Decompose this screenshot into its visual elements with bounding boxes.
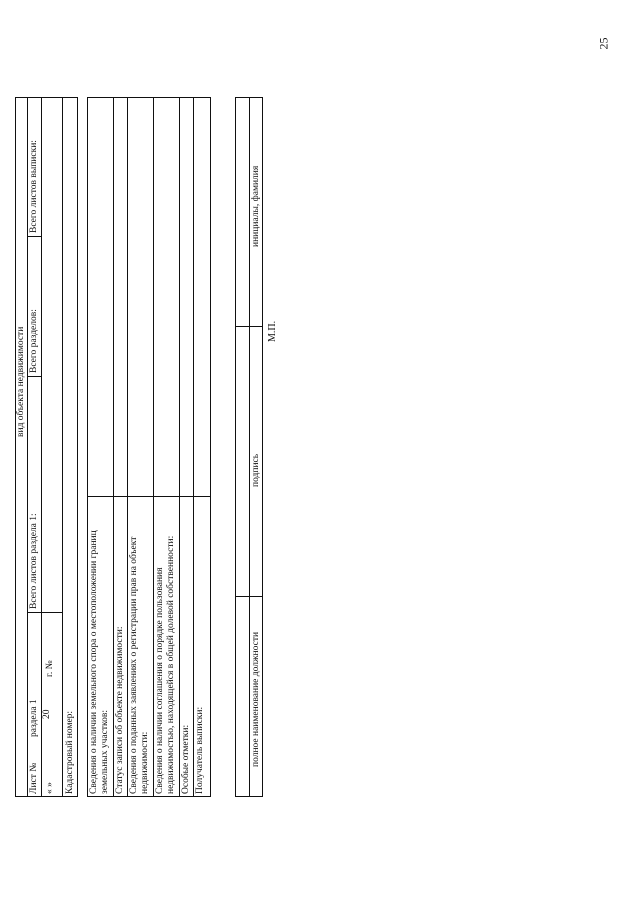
position-caption: полное наименование должности [251, 631, 261, 767]
year-suffix: г. № [45, 660, 55, 677]
land-dispute-row: Сведения о наличии земельного спора о местоположении границ земельных участков: [89, 530, 110, 794]
total-sheets-section1: Всего листов раздела 1: [29, 513, 39, 609]
recipient-row: Получатель выписки: [195, 706, 205, 794]
property-kind-label: вид объекта недвижимости [16, 326, 26, 437]
record-status-row: Статус записи об объекте недвижимости: [115, 626, 125, 794]
extract-form [15, 97, 285, 797]
total-sections: Всего разделов: [29, 309, 39, 373]
stamp-mark: М.П. [267, 320, 278, 342]
usage-agreement-row: Сведения о наличии соглашения о порядке пользования недвижимостью, находящейся в общей долевой собственности: [155, 535, 176, 794]
sheet-label: Лист № [29, 762, 39, 794]
signature-caption: подпись [251, 453, 261, 487]
page-number: 25 [596, 37, 611, 50]
name-caption: инициалы, фамилия [251, 165, 261, 247]
section-label: раздела 1 [29, 699, 39, 737]
date-line: « » [45, 782, 55, 794]
cadastral-number-label: Кадастровый номер: [65, 710, 75, 794]
special-notes-row: Особые отметки: [181, 724, 191, 794]
header-table [15, 97, 78, 797]
year: 20 [42, 709, 52, 719]
filed-applications-row: Сведения о поданных заявлениях о регистрации прав на объект недвижимости: [129, 536, 150, 794]
total-extract-sheets: Всего листов выписки: [29, 140, 39, 233]
